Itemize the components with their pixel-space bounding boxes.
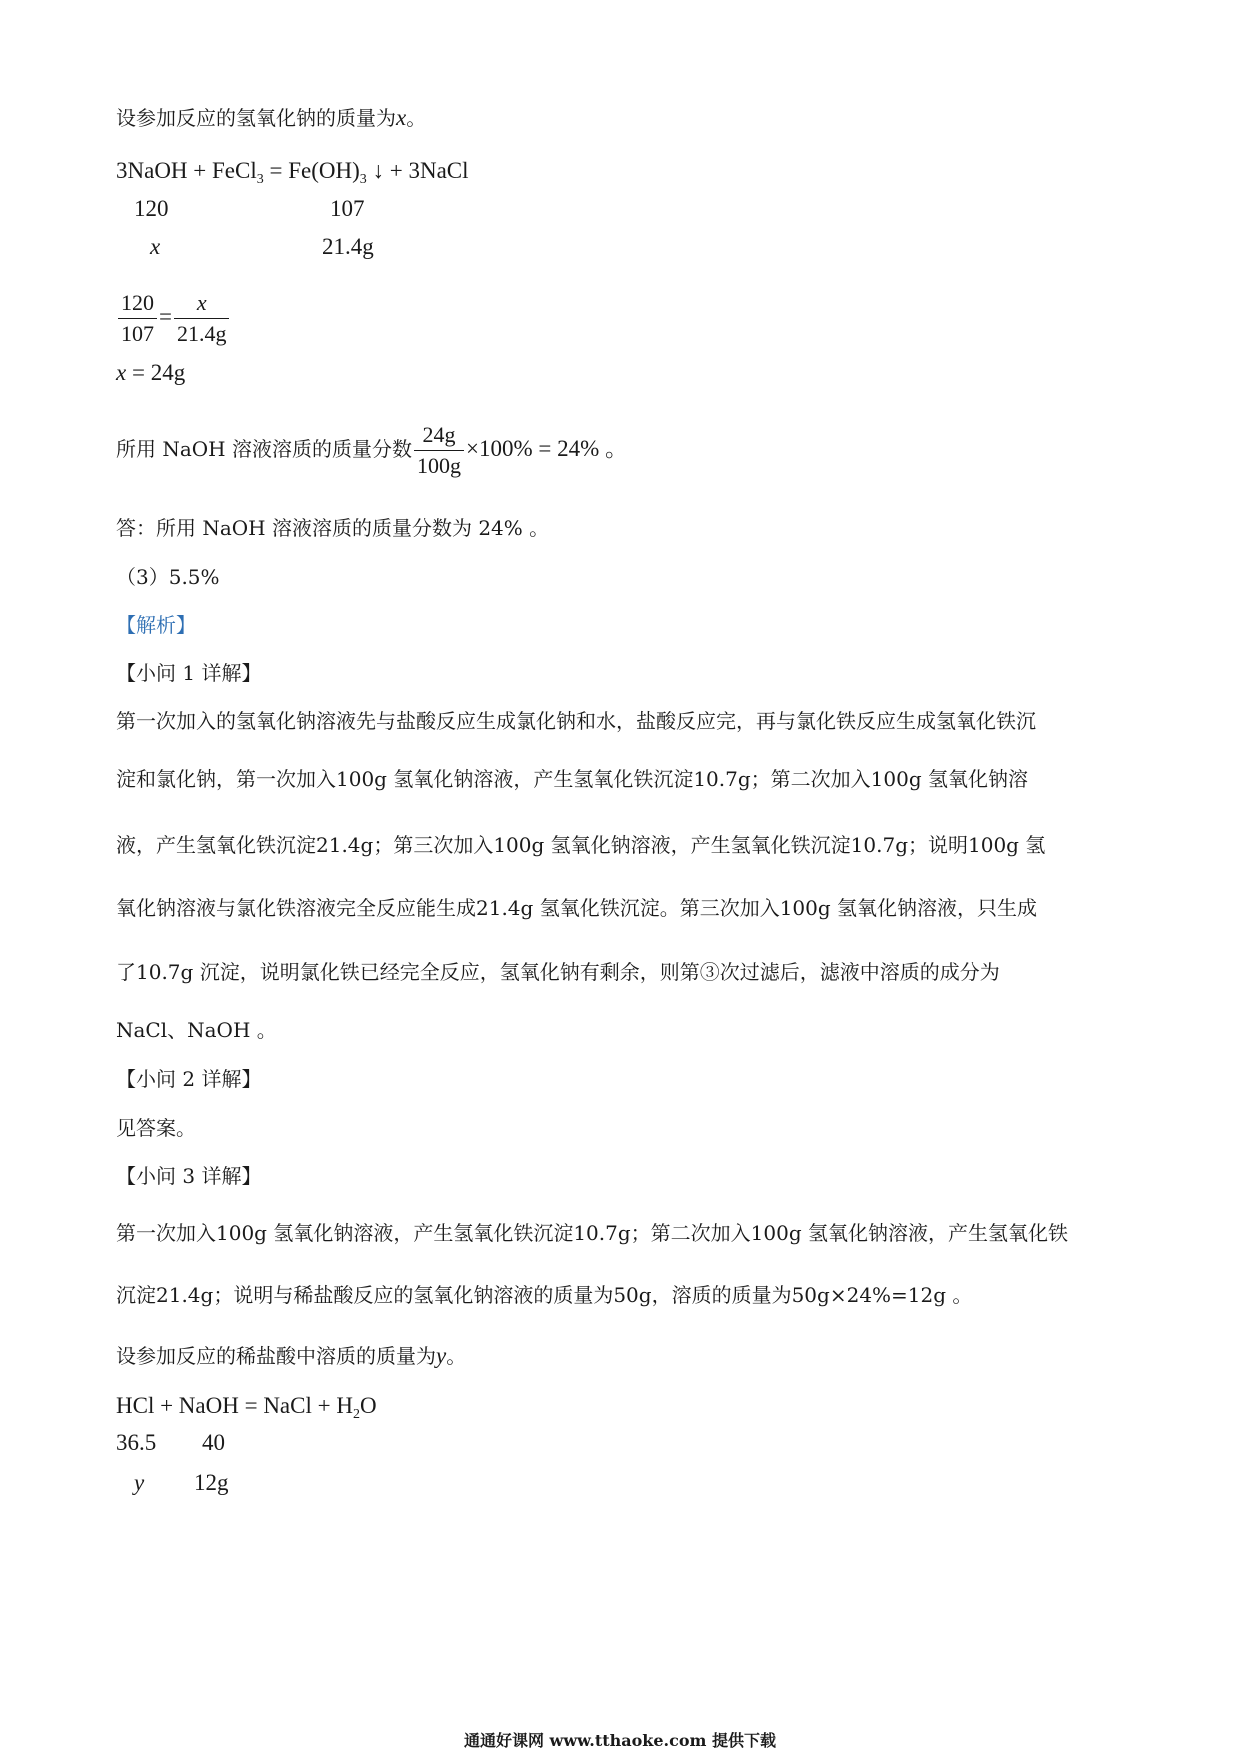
- hcl-eq-rhs: O: [359, 1393, 377, 1418]
- q3-line: 沉淀21.4g；说明与稀盐酸反应的氢氧化钠溶液的质量为50g，溶质的质量为50g×24%=12g 。: [116, 1283, 973, 1307]
- eq-mid: = Fe(OH): [263, 158, 360, 183]
- setup-x-prefix: 设参加反应的氢氧化钠的质量为: [116, 106, 396, 130]
- proportion-left: [118, 288, 157, 349]
- q2-text: 见答案。: [116, 1116, 196, 1140]
- mass-fraction-den: 100g: [416, 453, 461, 478]
- proportion: [116, 288, 231, 349]
- q3-line: 第一次加入100g 氢氧化钠溶液，产生氢氧化铁沉淀10.7g；第二次加入100g 氢氧化钠溶液，产生氢氧化铁: [116, 1221, 1069, 1245]
- footer: 通通好课网 www.tthaoke.com 提供下载: [463, 1731, 777, 1750]
- mass-fraction-line: [116, 420, 628, 481]
- q1-line: 氧化钠溶液与氯化铁溶液完全反应能生成21.4g 氢氧化铁沉淀。第三次加入100g 氢氧化钠溶液，只生成: [116, 896, 1038, 920]
- mass-feoh: 107: [330, 196, 365, 221]
- eq-sub1: 3: [256, 172, 264, 187]
- setup-y-var: y: [436, 1343, 447, 1368]
- part3-answer: （3）5.5%: [116, 565, 220, 589]
- mass-fraction-suffix: ×100% = 24% 。: [465, 436, 628, 461]
- result-x: [116, 360, 185, 386]
- given-feoh: 21.4g: [322, 234, 374, 259]
- mass-naoh: 120: [134, 196, 169, 221]
- q1-line: 第一次加入的氢氧化钠溶液先与盐酸反应生成氯化钠和水，盐酸反应完，再与氯化铁反应生成氢氧化铁沉: [116, 709, 1036, 733]
- hcl-eq-lhs: HCl + NaOH = NaCl + H: [116, 1393, 353, 1418]
- unknown-hcl: y: [134, 1470, 145, 1495]
- q1-line: 了10.7g 沉淀，说明氯化铁已经完全反应，氢氧化钠有剩余，则第③次过滤后，滤液中溶质的成分为: [116, 960, 1000, 984]
- eq-rhs: ↓ + 3NaCl: [366, 158, 469, 183]
- setup-y-suffix: 。: [446, 1344, 467, 1368]
- mass-hcl: 36.5: [116, 1430, 157, 1455]
- analysis-label: 【解析】: [116, 613, 196, 637]
- proportion-right: [174, 288, 230, 349]
- given-naoh: 12g: [194, 1470, 229, 1495]
- unknown-naoh: x: [150, 234, 161, 259]
- eq-lhs: 3NaOH + FeCl: [116, 158, 257, 183]
- prop-left-den: 107: [121, 321, 154, 346]
- result-x-var: x: [116, 360, 127, 385]
- reaction-equation-feoh: [116, 158, 469, 187]
- result-x-value: = 24g: [126, 360, 186, 385]
- prop-equals: =: [159, 304, 172, 329]
- q1-line: 液，产生氢氧化铁沉淀21.4g；第三次加入100g 氢氧化钠溶液，产生氢氧化铁沉淀10.7g；说明100g 氢: [116, 833, 1046, 857]
- answer-line: 答：所用 NaOH 溶液溶质的质量分数为 24% 。: [116, 516, 550, 540]
- mass-naoh-hcl: 40: [202, 1430, 225, 1455]
- setup-y-prefix: 设参加反应的稀盐酸中溶质的质量为: [116, 1344, 436, 1368]
- setup-x-suffix: 。: [406, 106, 427, 130]
- q1-line: 淀和氯化钠，第一次加入100g 氢氧化钠溶液，产生氢氧化铁沉淀10.7g；第二次加入100g 氢氧化钠溶: [116, 767, 1029, 791]
- q2-heading: 【小问 2 详解】: [116, 1067, 262, 1091]
- mass-fraction-num: 24g: [414, 420, 464, 451]
- reaction-equation-hcl: [116, 1393, 377, 1422]
- setup-x-var: x: [396, 105, 407, 130]
- setup-x-line: [116, 105, 426, 131]
- eq-sub2: 3: [359, 172, 367, 187]
- q1-heading: 【小问 1 详解】: [116, 661, 262, 685]
- q1-line: NaCl、NaOH 。: [116, 1018, 277, 1042]
- setup-y-line: [116, 1343, 466, 1369]
- prop-right-den: 21.4g: [176, 321, 227, 346]
- prop-right-num: x: [174, 288, 230, 319]
- prop-left-num: 120: [118, 288, 157, 319]
- hcl-eq-sub: 2: [352, 1407, 360, 1422]
- q3-heading: 【小问 3 详解】: [116, 1164, 262, 1188]
- mass-fraction-prefix: 所用 NaOH 溶液溶质的质量分数: [116, 437, 412, 461]
- mass-fraction: [414, 420, 464, 481]
